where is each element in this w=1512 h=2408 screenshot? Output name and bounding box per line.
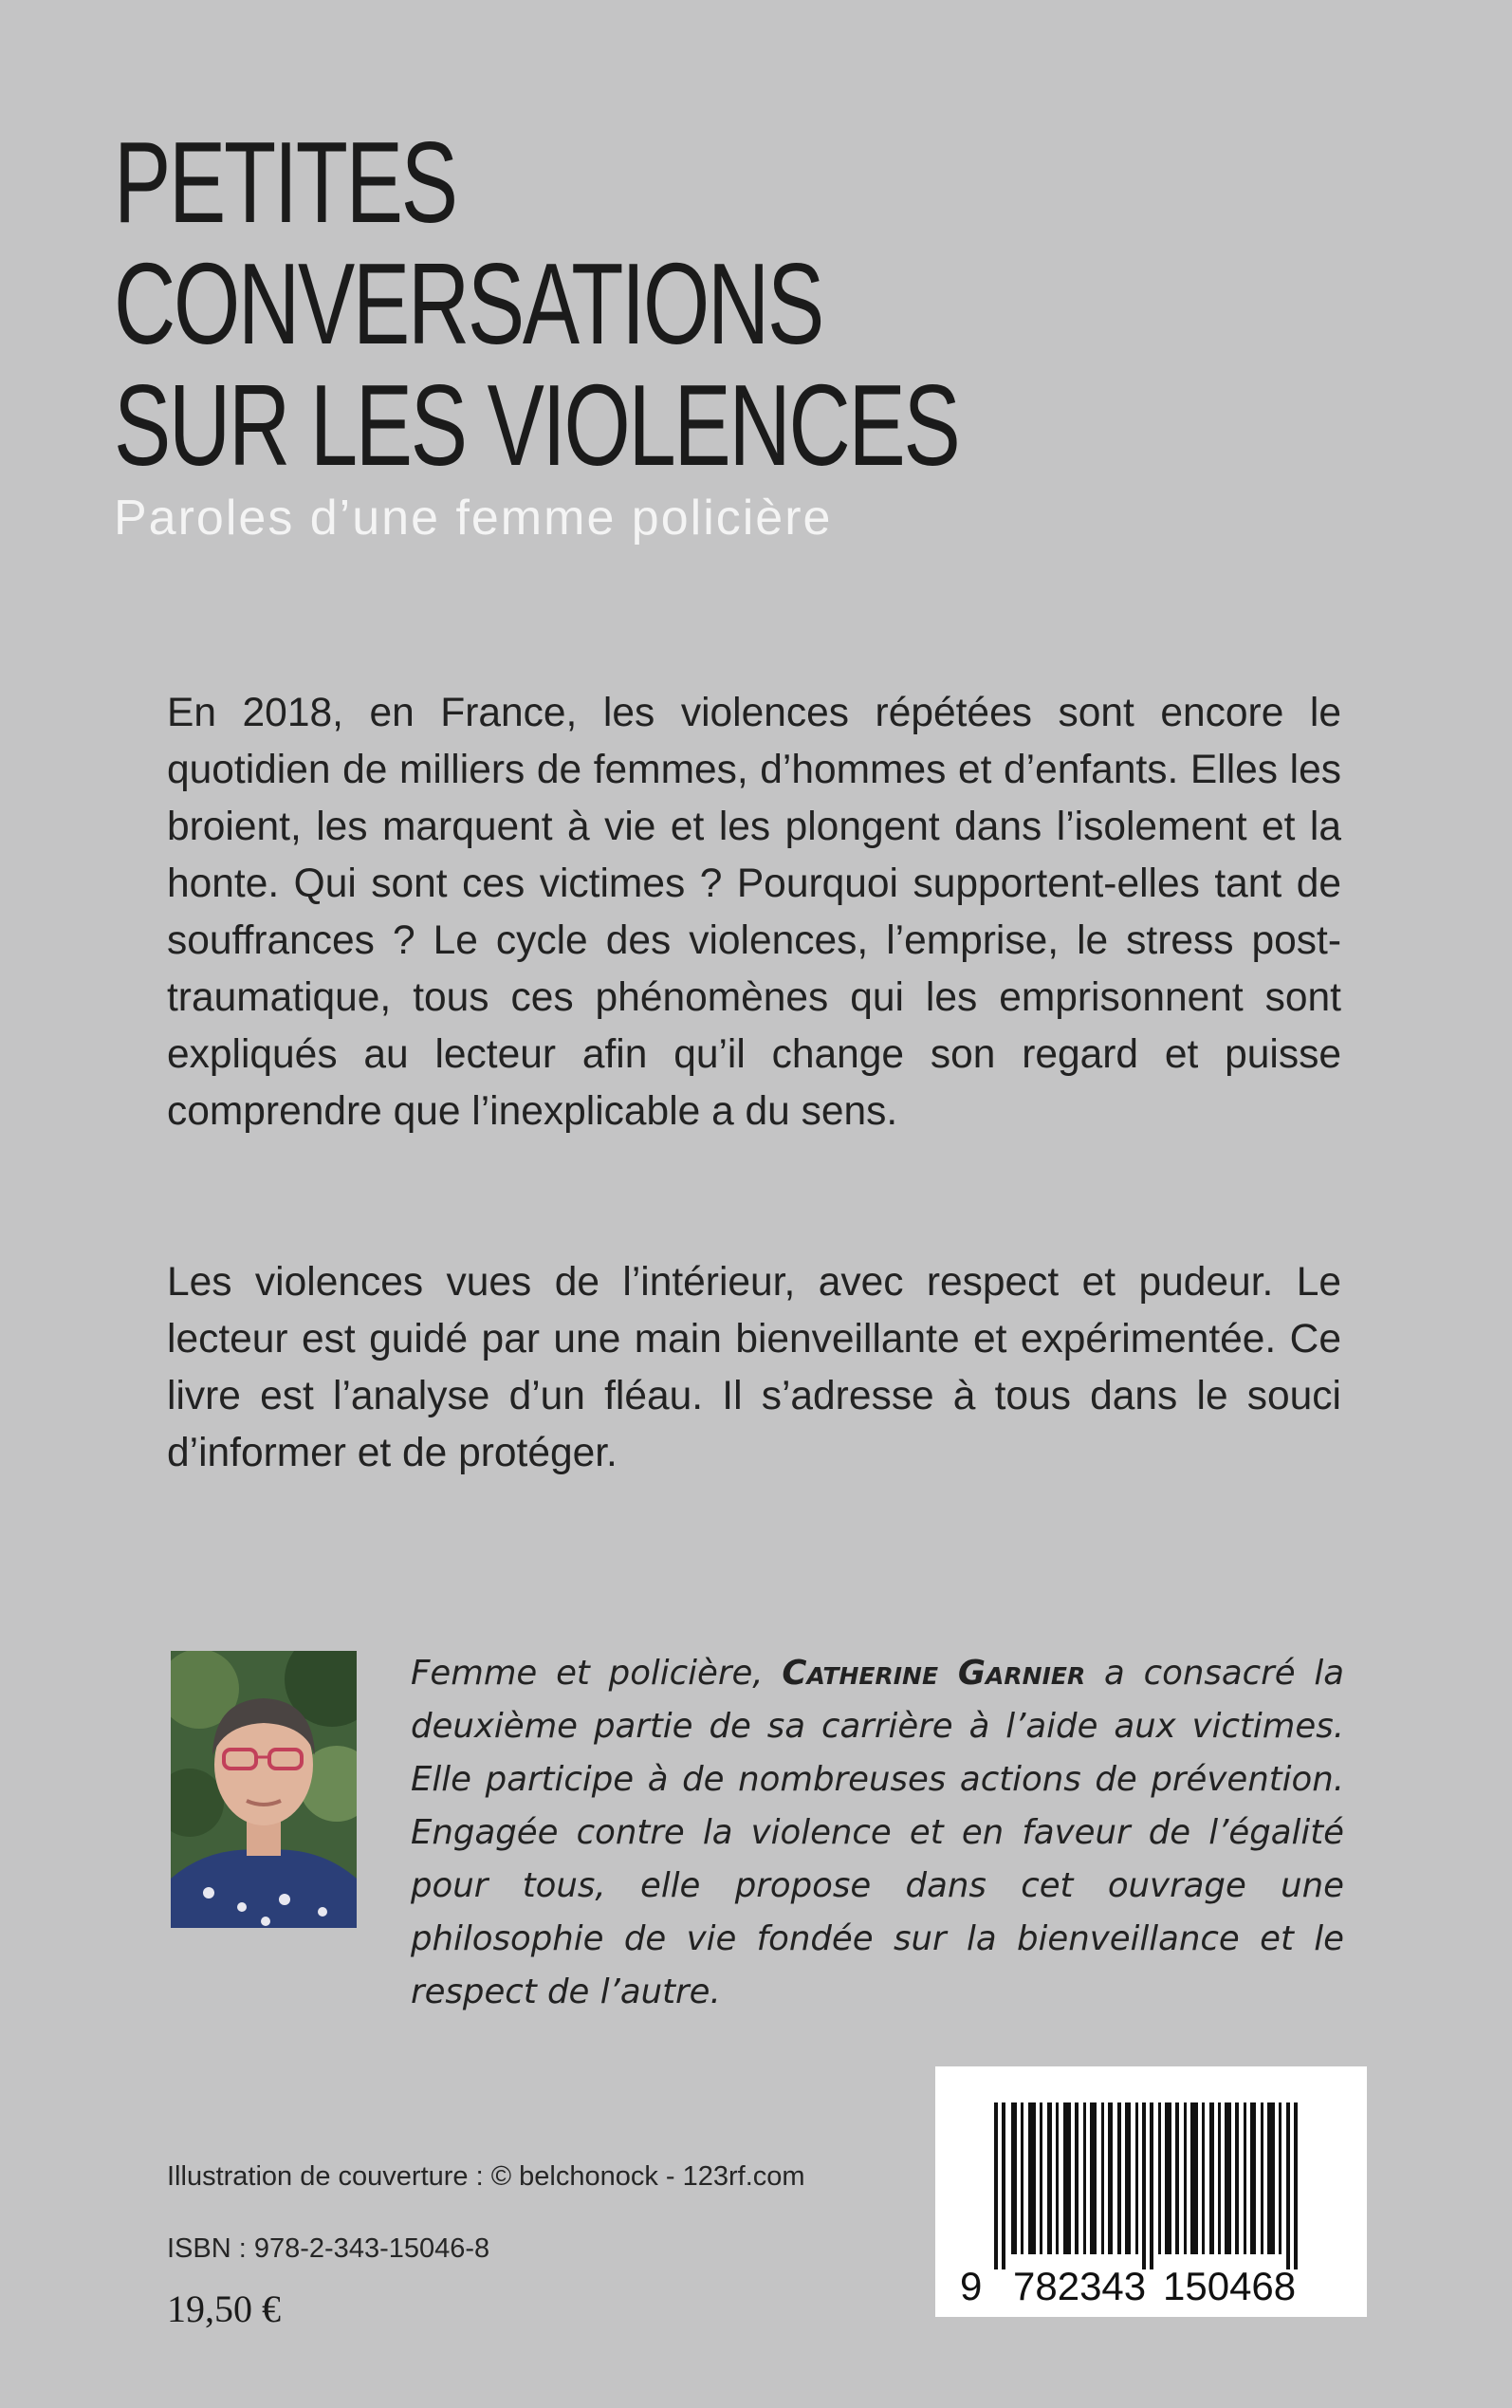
barcode-digits-left: 782343	[1013, 2264, 1147, 2308]
blurb-paragraph-1: En 2018, en France, les violences répétées sont encore le quotidien de milliers de femmes, d’hommes et d’enfants. Elles les broient, les marquent à vie et les plongent dans l’isolement et la honte. Qui sont ces victimes ? Pourquoi supportent-elles tant de souffrances ? Le cycle des violences, l’emprise, le stress post-traumatique, tous ces phénomènes qui les emprisonnent sont expliqués au lecteur afin qu’il change son regard et puisse comprendre que l’inexplicable a du sens.	[167, 691, 1341, 1134]
barcode-bars	[994, 2102, 1298, 2269]
blurb-paragraph-2: Les violences vues de l’intérieur, avec respect et pudeur. Le lecteur est guidé par une main bienveillante et expérimentée. Ce livre est l’analyse d’un fléau. Il s’adresse à tous dans le souci d’informer et de protéger.	[167, 1260, 1341, 1475]
barcode	[935, 2066, 1367, 2317]
barcode-digits-right: 150468	[1163, 2264, 1297, 2308]
author-bio-text: a consacré la deuxième partie de sa carrière à l’aide aux victimes. Elle participe à de nombreuses actions de prévention. Engagée contre la violence et en faveur de l’égalité pour tous, elle propose dans cet ouvrage une philosophie de vie fondée sur la bienveillance et le respect de l’autre.	[411, 1654, 1344, 2011]
book-title	[114, 118, 959, 490]
author-name: Catherine Garnier	[782, 1654, 1086, 1693]
barcode-digit-first: 9	[960, 2264, 983, 2308]
title-line-1: PETITES	[114, 118, 456, 247]
title-line-2: CONVERSATIONS	[114, 239, 822, 368]
book-subtitle: Paroles d’une femme policière	[114, 491, 833, 546]
author-photo	[171, 1651, 357, 1928]
author-bio	[411, 1647, 1344, 2019]
title-line-3: SUR LES VIOLENCES	[114, 361, 959, 490]
barcode-graphic	[935, 2066, 1367, 2317]
price: 19,50 €	[167, 2288, 281, 2330]
author-portrait-image	[171, 1651, 357, 1928]
cover-illustration-credit: Illustration de couverture : © belchonock - 123rf.com	[167, 2161, 805, 2192]
isbn: ISBN : 978-2-343-15046-8	[167, 2233, 490, 2264]
author-bio-intro: Femme et policière,	[411, 1654, 783, 1693]
